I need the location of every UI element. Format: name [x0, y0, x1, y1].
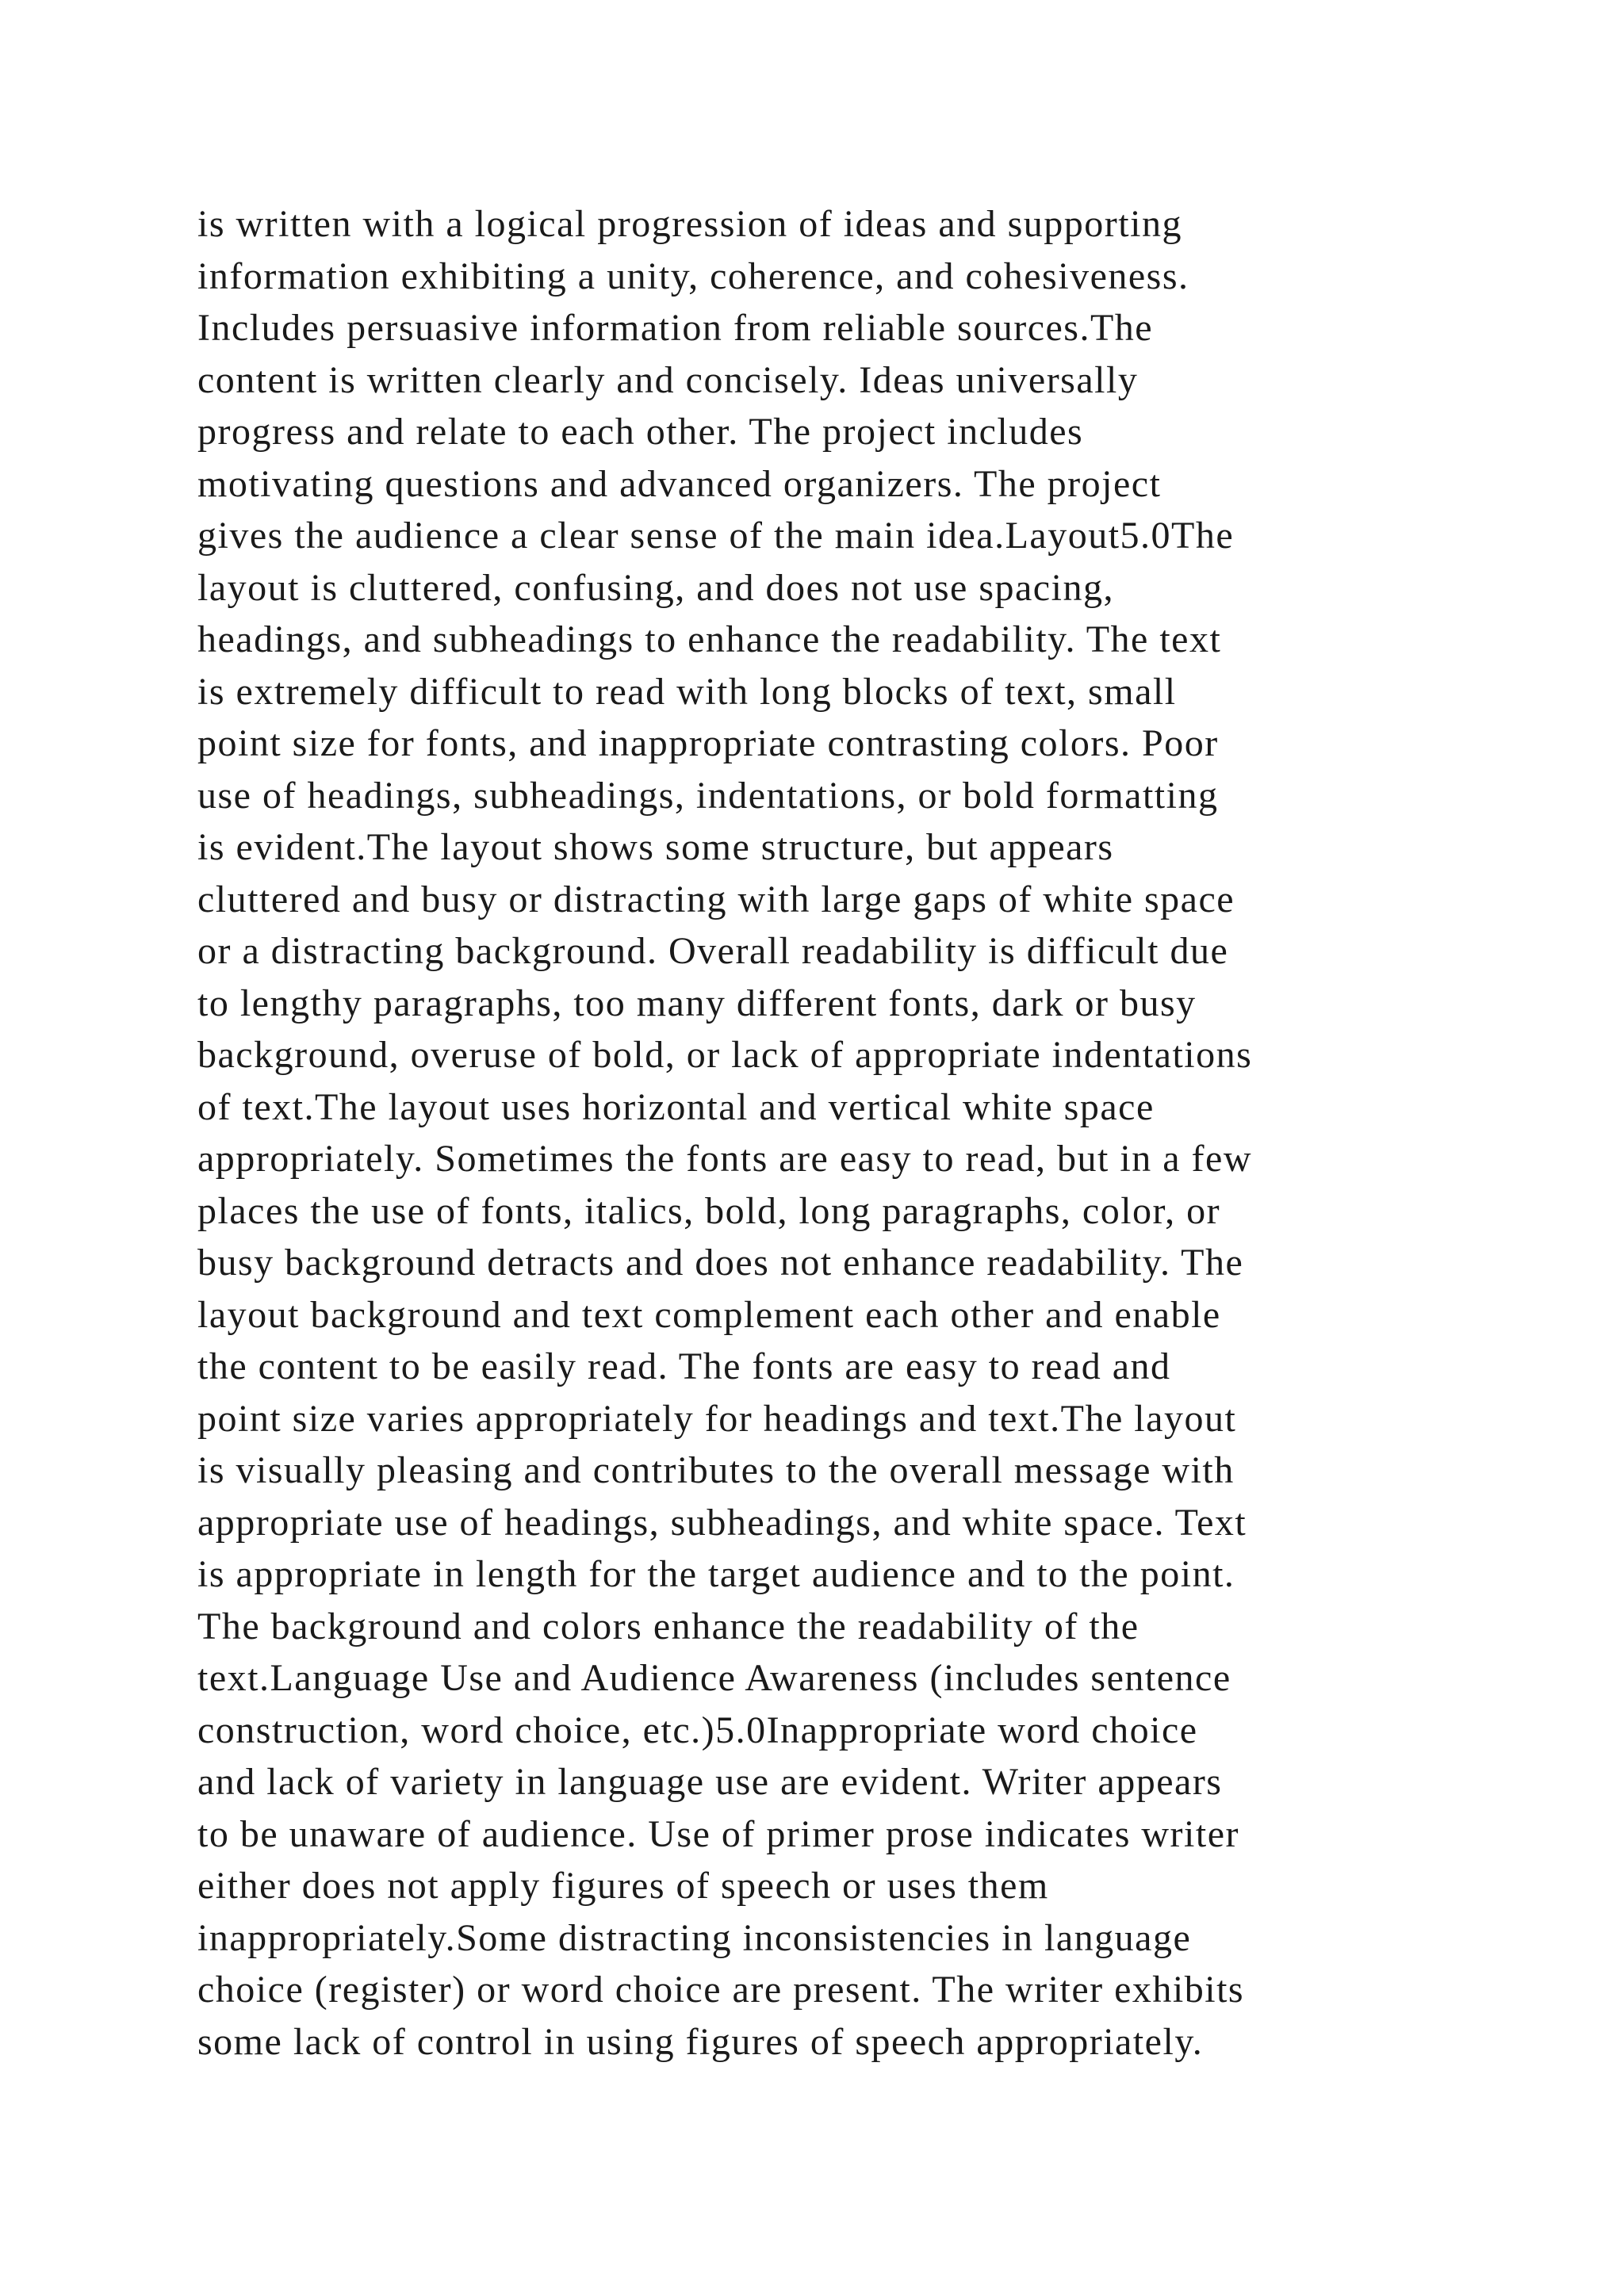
- text-line: motivating questions and advanced organizers. The project: [197, 462, 1162, 505]
- text-line: appropriate use of headings, subheadings, and white space. Text: [197, 1501, 1247, 1544]
- text-line: gives the audience a clear sense of the main idea.Layout5.0The: [197, 515, 1235, 557]
- text-line: point size varies appropriately for headings and text.The layout: [197, 1397, 1237, 1440]
- text-line: information exhibiting a unity, coherence, and cohesiveness.: [197, 254, 1189, 297]
- text-line: cluttered and busy or distracting with large gaps of white space: [197, 878, 1235, 920]
- text-line: some lack of control in using figures of speech appropriately.: [197, 2020, 1204, 2063]
- body-text: [197, 198, 1498, 2068]
- text-line: of text.The layout uses horizontal and vertical white space: [197, 1085, 1155, 1128]
- text-line: and lack of variety in language use are evident. Writer appears: [197, 1761, 1223, 1803]
- text-line: construction, word choice, etc.)5.0Inappropriate word choice: [197, 1709, 1198, 1751]
- text-line: text.Language Use and Audience Awareness (includes sentence: [197, 1657, 1231, 1699]
- text-line: inappropriately.Some distracting inconsistencies in language: [197, 1916, 1192, 1959]
- text-line: headings, and subheadings to enhance the readability. The text: [197, 618, 1222, 660]
- text-line: point size for fonts, and inappropriate contrasting colors. Poor: [197, 722, 1219, 764]
- text-line: Includes persuasive information from reliable sources.The: [197, 307, 1154, 349]
- text-line: is appropriate in length for the target audience and to the point.: [197, 1553, 1235, 1595]
- text-line: content is written clearly and concisely. Ideas universally: [197, 358, 1139, 401]
- text-line: use of headings, subheadings, indentations, or bold formatting: [197, 774, 1219, 817]
- text-line: layout is cluttered, confusing, and does not use spacing,: [197, 566, 1114, 609]
- text-line: either does not apply figures of speech or uses them: [197, 1865, 1049, 1907]
- text-line: is visually pleasing and contributes to the overall message with: [197, 1449, 1235, 1491]
- text-line: choice (register) or word choice are present. The writer exhibits: [197, 1969, 1245, 2011]
- text-line: background, overuse of bold, or lack of appropriate indentations: [197, 1034, 1253, 1076]
- text-line: is written with a logical progression of ideas and supporting: [197, 203, 1182, 245]
- text-line: places the use of fonts, italics, bold, long paragraphs, color, or: [197, 1189, 1221, 1232]
- text-line: to lengthy paragraphs, too many different fonts, dark or busy: [197, 982, 1197, 1024]
- text-line: or a distracting background. Overall readability is difficult due: [197, 930, 1229, 972]
- text-line: to be unaware of audience. Use of primer prose indicates writer: [197, 1812, 1239, 1855]
- text-line: is extremely difficult to read with long blocks of text, small: [197, 670, 1177, 713]
- text-line: is evident.The layout shows some structure, but appears: [197, 826, 1114, 868]
- text-line: layout background and text complement each other and enable: [197, 1293, 1221, 1336]
- text-line: The background and colors enhance the readability of the: [197, 1605, 1139, 1647]
- text-line: the content to be easily read. The fonts are easy to read and: [197, 1345, 1171, 1387]
- text-line: appropriately. Sometimes the fonts are easy to read, but in a few: [197, 1138, 1252, 1180]
- text-line: progress and relate to each other. The project includes: [197, 411, 1084, 453]
- text-line: busy background detracts and does not enhance readability. The: [197, 1242, 1244, 1284]
